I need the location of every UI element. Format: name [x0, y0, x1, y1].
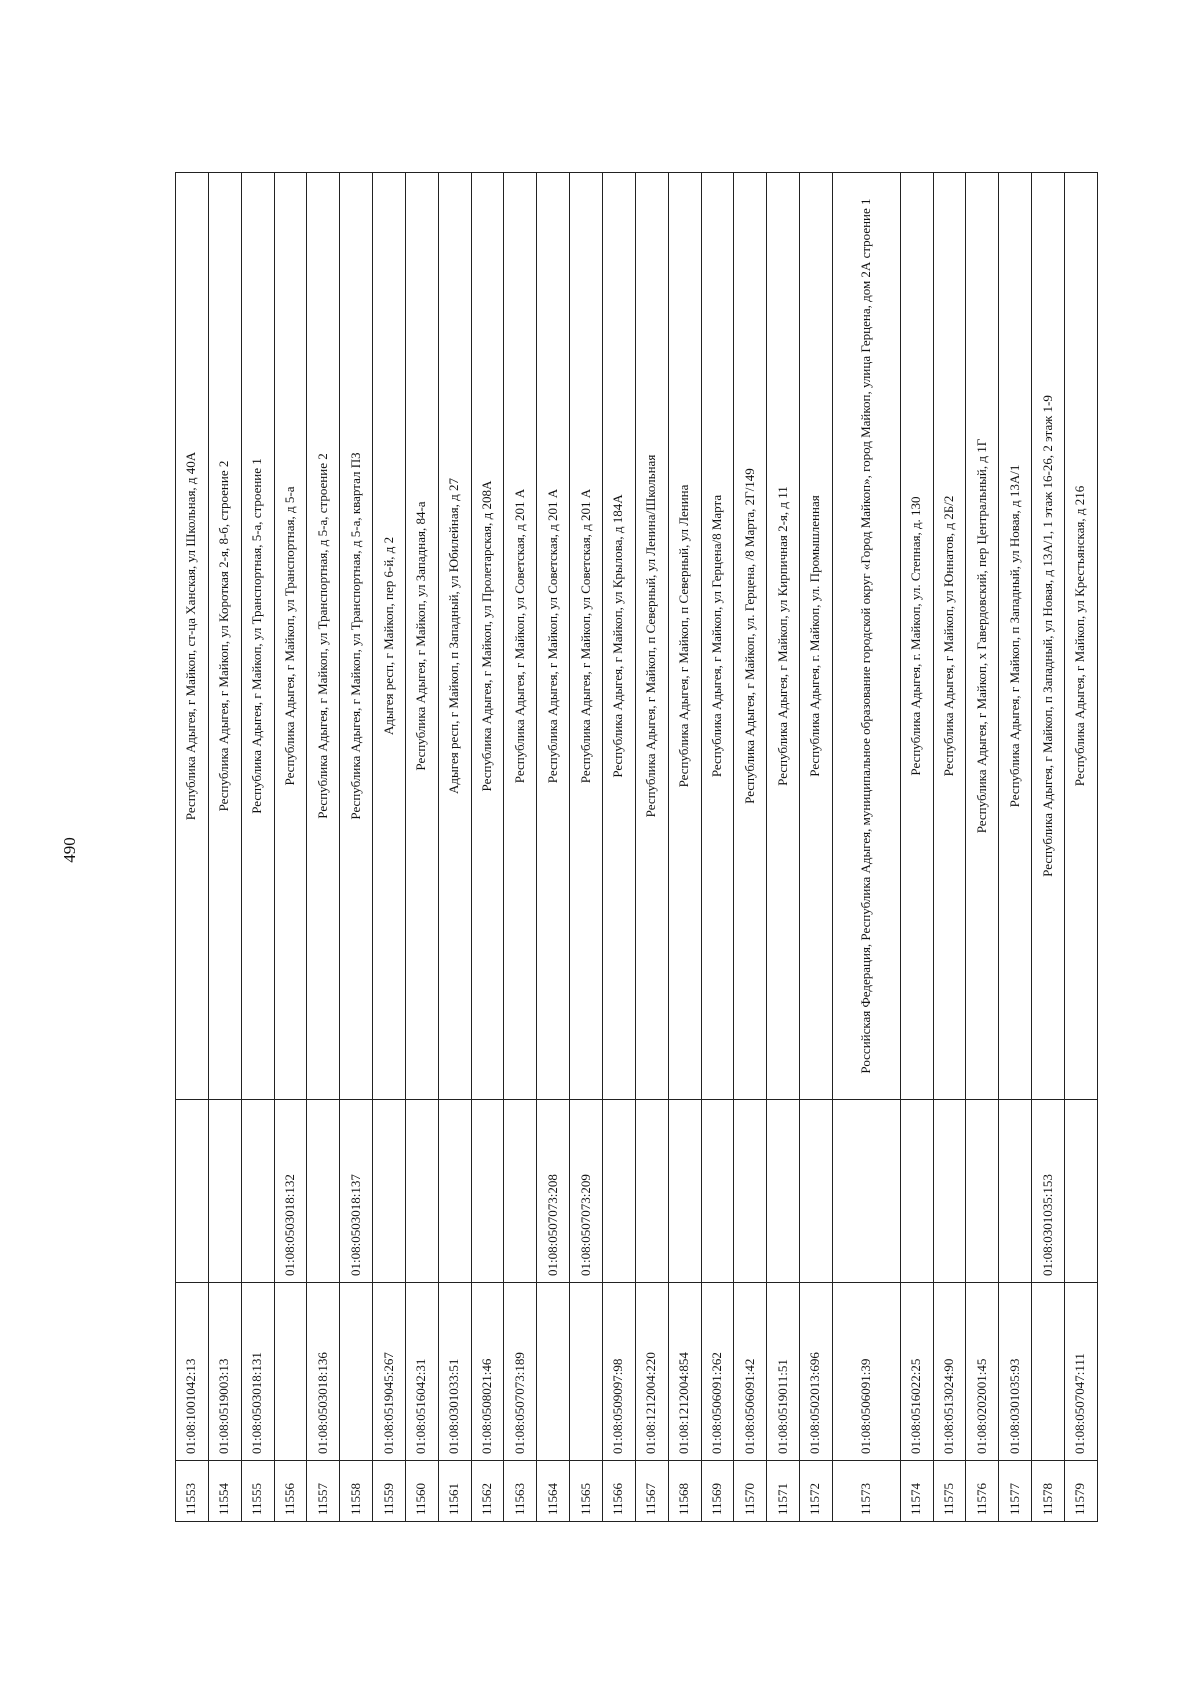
row-number-cell: 11558	[340, 1461, 373, 1522]
building-cadastral-number-cell	[438, 1100, 471, 1283]
building-cadastral-number-cell	[176, 1100, 209, 1283]
table-row	[340, 173, 373, 1522]
row-number-cell: 11573	[832, 1461, 900, 1522]
row-number-cell: 11557	[307, 1461, 340, 1522]
cadastral-number-cell: 01:08:1212004:220	[635, 1283, 668, 1461]
table-row	[405, 173, 438, 1522]
building-cadastral-number-cell	[405, 1100, 438, 1283]
address-cell: Республика Адыгея, г Майкоп, ул Советская, д 201 А	[537, 173, 570, 1100]
table-row	[438, 173, 471, 1522]
cadastral-number-cell	[537, 1283, 570, 1461]
address-cell: Республика Адыгея, г Майкоп, ул Транспортная, д 5-а, строение 2	[307, 173, 340, 1100]
building-cadastral-number-cell	[373, 1100, 406, 1283]
building-cadastral-number-cell: 01:08:0503018:132	[274, 1100, 307, 1283]
cadastral-number-cell: 01:08:0509097:98	[602, 1283, 635, 1461]
address-cell: Республика Адыгея, г Майкоп, х Гавердовский, пер Центральный, д 1Г	[966, 173, 999, 1100]
address-cell: Республика Адыгея, г Майкоп, ул Пролетарская, д 208А	[471, 173, 504, 1100]
row-number-cell: 11568	[668, 1461, 701, 1522]
table-row	[241, 173, 274, 1522]
registry-table-wrapper	[175, 172, 1098, 1522]
building-cadastral-number-cell	[471, 1100, 504, 1283]
row-number-cell: 11576	[966, 1461, 999, 1522]
table-row	[471, 173, 504, 1522]
cadastral-number-cell: 01:08:0507073:189	[504, 1283, 537, 1461]
cadastral-number-cell: 01:08:1001042:13	[176, 1283, 209, 1461]
cadastral-number-cell: 01:08:0507047:111	[1064, 1283, 1097, 1461]
building-cadastral-number-cell	[734, 1100, 767, 1283]
cadastral-number-cell: 01:08:0506091:262	[701, 1283, 734, 1461]
table-row	[734, 173, 767, 1522]
cadastral-number-cell	[274, 1283, 307, 1461]
cadastral-number-cell: 01:08:0301033:51	[438, 1283, 471, 1461]
building-cadastral-number-cell	[999, 1100, 1032, 1283]
row-number-cell: 11554	[208, 1461, 241, 1522]
address-cell: Республика Адыгея, г Майкоп, ул Транспортная, 5-а, строение 1	[241, 173, 274, 1100]
building-cadastral-number-cell	[208, 1100, 241, 1283]
building-cadastral-number-cell	[900, 1100, 933, 1283]
cadastral-number-cell	[340, 1283, 373, 1461]
address-cell: Республика Адыгея, г Майкоп, ул Короткая 2-я, 8-б, строение 2	[208, 173, 241, 1100]
row-number-cell: 11569	[701, 1461, 734, 1522]
table-row	[832, 173, 900, 1522]
row-number-cell: 11575	[933, 1461, 966, 1522]
building-cadastral-number-cell	[668, 1100, 701, 1283]
building-cadastral-number-cell	[307, 1100, 340, 1283]
building-cadastral-number-cell	[635, 1100, 668, 1283]
cadastral-number-cell: 01:08:0502013:696	[800, 1283, 833, 1461]
table-row	[570, 173, 603, 1522]
address-cell: Республика Адыгея, г Майкоп, ул Транспортная, д 5-а, квартал ПЗ	[340, 173, 373, 1100]
building-cadastral-number-cell	[933, 1100, 966, 1283]
address-cell: Республика Адыгея, г. Майкоп, ул. Промышленная	[800, 173, 833, 1100]
row-number-cell: 11553	[176, 1461, 209, 1522]
building-cadastral-number-cell	[701, 1100, 734, 1283]
table-row	[668, 173, 701, 1522]
cadastral-number-cell: 01:08:0519011:51	[767, 1283, 800, 1461]
building-cadastral-number-cell: 01:08:0507073:208	[537, 1100, 570, 1283]
table-row	[176, 173, 209, 1522]
address-cell: Республика Адыгея, г. Майкоп, ул. Степная, д. 130	[900, 173, 933, 1100]
address-cell: Российская Федерация, Республика Адыгея, муниципальное образование городской округ «Город Майкоп», город Майкоп, улица Герцена, дом 2А строение 1	[832, 173, 900, 1100]
cadastral-number-cell: 01:08:0513024:90	[933, 1283, 966, 1461]
building-cadastral-number-cell	[767, 1100, 800, 1283]
row-number-cell: 11567	[635, 1461, 668, 1522]
building-cadastral-number-cell	[602, 1100, 635, 1283]
row-number-cell: 11565	[570, 1461, 603, 1522]
address-cell: Республика Адыгея, г Майкоп, ул Кирпичная 2-я, д 11	[767, 173, 800, 1100]
building-cadastral-number-cell	[504, 1100, 537, 1283]
row-number-cell: 11561	[438, 1461, 471, 1522]
table-row	[274, 173, 307, 1522]
address-cell: Республика Адыгея, г Майкоп, ул Советская, д 201 А	[570, 173, 603, 1100]
table-row	[966, 173, 999, 1522]
table-row	[537, 173, 570, 1522]
cadastral-number-cell: 01:08:0506091:39	[832, 1283, 900, 1461]
address-cell: Республика Адыгея, г Майкоп, ул Советская, д 201 А	[504, 173, 537, 1100]
table-row	[635, 173, 668, 1522]
cadastral-number-cell: 01:08:0503018:136	[307, 1283, 340, 1461]
row-number-cell: 11564	[537, 1461, 570, 1522]
address-cell: Адыгея респ, г Майкоп, п Западный, ул Юбилейная, д 27	[438, 173, 471, 1100]
row-number-cell: 11578	[1032, 1461, 1065, 1522]
row-number-cell: 11577	[999, 1461, 1032, 1522]
row-number-cell: 11555	[241, 1461, 274, 1522]
cadastral-number-cell: 01:08:0508021:46	[471, 1283, 504, 1461]
row-number-cell: 11566	[602, 1461, 635, 1522]
registry-table	[175, 172, 1098, 1522]
row-number-cell: 11556	[274, 1461, 307, 1522]
row-number-cell: 11571	[767, 1461, 800, 1522]
building-cadastral-number-cell	[1064, 1100, 1097, 1283]
building-cadastral-number-cell: 01:08:0301035:153	[1032, 1100, 1065, 1283]
cadastral-number-cell	[570, 1283, 603, 1461]
cadastral-number-cell: 01:08:0519003:13	[208, 1283, 241, 1461]
table-row	[1032, 173, 1065, 1522]
building-cadastral-number-cell	[800, 1100, 833, 1283]
table-row	[307, 173, 340, 1522]
page-number: 490	[60, 837, 79, 863]
row-number-cell: 11560	[405, 1461, 438, 1522]
building-cadastral-number-cell	[241, 1100, 274, 1283]
row-number-cell: 11570	[734, 1461, 767, 1522]
table-row	[602, 173, 635, 1522]
table-row	[933, 173, 966, 1522]
cadastral-number-cell: 01:08:0516022:25	[900, 1283, 933, 1461]
cadastral-number-cell: 01:08:0503018:131	[241, 1283, 274, 1461]
address-cell: Республика Адыгея, г Майкоп, ул Транспортная, д 5-а	[274, 173, 307, 1100]
row-number-cell: 11574	[900, 1461, 933, 1522]
row-number-cell: 11579	[1064, 1461, 1097, 1522]
table-row	[1064, 173, 1097, 1522]
address-cell: Республика Адыгея, г Майкоп, п Западный, ул Новая, д 13А/1	[999, 173, 1032, 1100]
address-cell: Республика Адыгея, г Майкоп, ул Крылова, д 184А	[602, 173, 635, 1100]
building-cadastral-number-cell	[966, 1100, 999, 1283]
table-row	[767, 173, 800, 1522]
building-cadastral-number-cell: 01:08:0503018:137	[340, 1100, 373, 1283]
address-cell: Республика Адыгея, г Майкоп, ул Западная, 84-а	[405, 173, 438, 1100]
cadastral-number-cell	[1032, 1283, 1065, 1461]
address-cell: Республика Адыгея, г Майкоп, п Северный, ул Ленина/Школьная	[635, 173, 668, 1100]
cadastral-number-cell: 01:08:0301035:93	[999, 1283, 1032, 1461]
cadastral-number-cell: 01:08:0516042:31	[405, 1283, 438, 1461]
address-cell: Республика Адыгея, г Майкоп, ул. Герцена, /8 Марта, 2Г/149	[734, 173, 767, 1100]
address-cell: Республика Адыгея, г Майкоп, п Западный, ул Новая, д 13А/1, 1 этаж 16-26, 2 этаж 1-9	[1032, 173, 1065, 1100]
row-number-cell: 11563	[504, 1461, 537, 1522]
table-row	[999, 173, 1032, 1522]
address-cell: Республика Адыгея, г Майкоп, ул Герцена/8 Марта	[701, 173, 734, 1100]
cadastral-number-cell: 01:08:1212004:854	[668, 1283, 701, 1461]
cadastral-number-cell: 01:08:0202001:45	[966, 1283, 999, 1461]
row-number-cell: 11572	[800, 1461, 833, 1522]
building-cadastral-number-cell	[832, 1100, 900, 1283]
address-cell: Республика Адыгея, г Майкоп, ст-ца Ханская, ул Школьная, д 40А	[176, 173, 209, 1100]
table-row	[900, 173, 933, 1522]
address-cell: Республика Адыгея, г Майкоп, ул Крестьянская, д 216	[1064, 173, 1097, 1100]
table-row	[504, 173, 537, 1522]
address-cell: Адыгея респ, г Майкоп, пер 6-й, д 2	[373, 173, 406, 1100]
building-cadastral-number-cell: 01:08:0507073:209	[570, 1100, 603, 1283]
table-row	[208, 173, 241, 1522]
table-row	[701, 173, 734, 1522]
table-row	[800, 173, 833, 1522]
address-cell: Республика Адыгея, г Майкоп, п Северный, ул Ленина	[668, 173, 701, 1100]
cadastral-number-cell: 01:08:0519045:267	[373, 1283, 406, 1461]
address-cell: Республика Адыгея, г Майкоп, ул Юннатов, д 2Б/2	[933, 173, 966, 1100]
cadastral-number-cell: 01:08:0506091:42	[734, 1283, 767, 1461]
row-number-cell: 11562	[471, 1461, 504, 1522]
registry-table-body	[176, 173, 1098, 1522]
table-row	[373, 173, 406, 1522]
row-number-cell: 11559	[373, 1461, 406, 1522]
